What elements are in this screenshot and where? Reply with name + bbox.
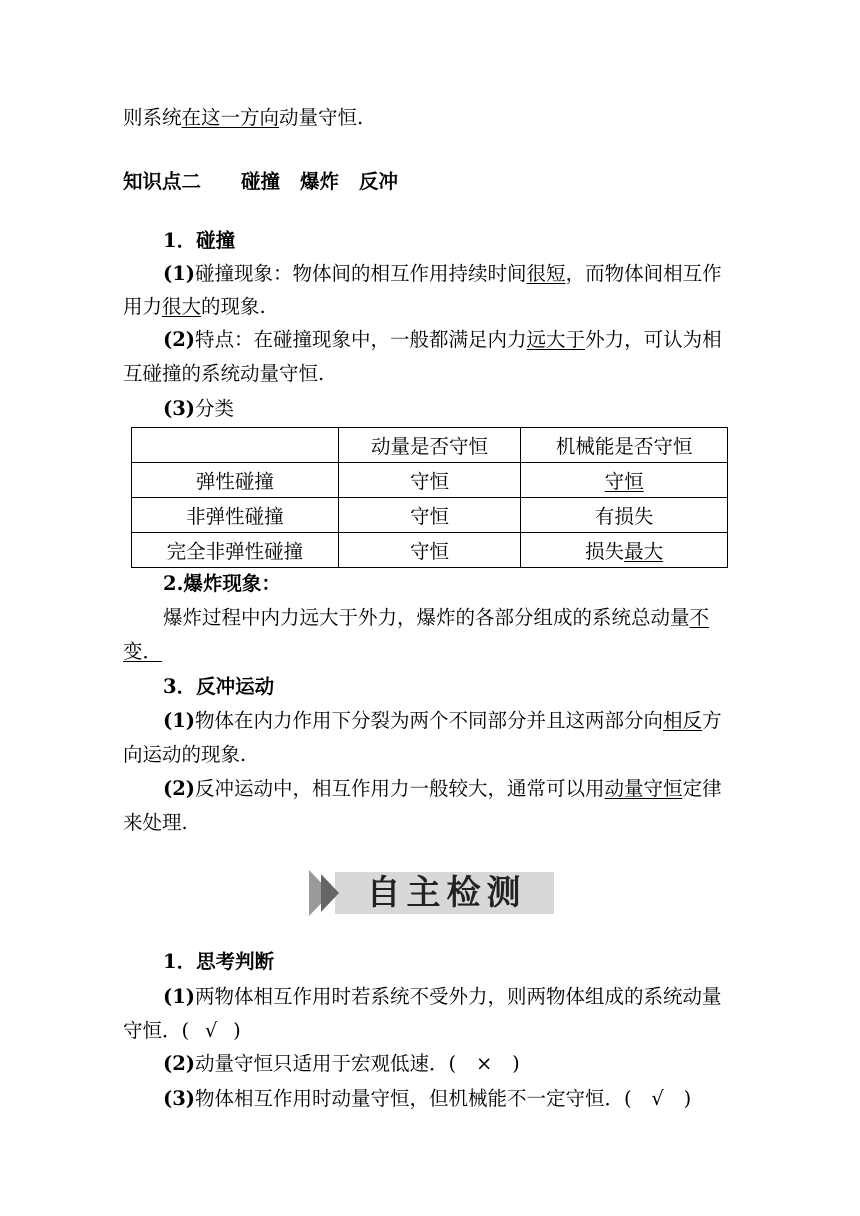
text: 两物体相互作用时若系统不受外力，则两物体组成的系统动量 [195,985,722,1008]
underlined-answer: 很短 [526,262,566,285]
text: 用力 [123,295,163,318]
heading-recoil: 3．反冲运动 [163,675,275,698]
underlined-answer: 不 [689,606,710,629]
text: 有损失 [594,505,654,528]
collision-classification-table [131,427,728,568]
table-cell [521,533,728,568]
question-2 [163,1050,520,1078]
text: 守恒．( [123,1019,190,1042]
banner-arrow-icon [321,874,339,912]
text: 特点：在碰撞现象中，一般都满足内力 [195,328,527,351]
paragraph-classification [163,395,234,423]
answer-mark: √ [204,1019,218,1042]
banner-title: 自主检测 [366,873,527,913]
section-topic: 反冲 [359,170,399,193]
table-row [132,463,728,498]
table-row [132,533,728,568]
paragraph-collision-phenomenon-cont [123,293,266,321]
table-header-cell [132,428,339,463]
question-1 [163,983,722,1011]
text: 碰撞现象：物体间的相互作用持续时间 [195,262,527,285]
item-number: (2) [163,328,196,351]
text: 的现象. [201,295,266,318]
text: ) [683,1087,692,1110]
text: 爆炸过程中内力远大于外力，爆炸的各部分组成的系统总动量 [163,606,690,629]
underlined-answer: 守恒 [604,470,644,493]
table-cell: 守恒 [338,463,521,498]
text: 反冲运动中，相互作用力一般较大，通常可以用 [195,777,605,800]
table-cell: 非弹性碰撞 [132,498,339,533]
self-check-banner [309,870,554,916]
heading-explosion: 2.爆炸现象： [163,572,281,595]
text: 外力，可认为相 [585,328,722,351]
text: 分类 [195,397,235,420]
underlined-answer: 很大 [162,295,202,318]
item-number: (2) [163,777,196,800]
table-cell: 弹性碰撞 [132,463,339,498]
heading-judgement: 1．思考判断 [163,950,275,973]
text: 损失 [585,540,625,563]
section-title [123,168,398,196]
table-header-cell: 机械能是否守恒 [521,428,728,463]
text: 动量守恒只适用于宏观低速．( [195,1052,457,1075]
text: ) [233,1019,241,1042]
underlined-answer: 在这一方向 [181,106,280,129]
paragraph-collision-phenomenon [163,260,722,288]
table-header-cell: 动量是否守恒 [338,428,521,463]
table-cell: 完全非弹性碰撞 [132,533,339,568]
text: 物体相互作用时动量守恒，但机械能不一定守恒．( [195,1087,632,1110]
item-number: (3) [163,1087,196,1110]
underlined-answer: 变． [123,640,163,663]
table-cell [521,498,728,533]
text: 物体在内力作用下分裂为两个不同部分并且这两部分向 [195,709,664,732]
item-number: (1) [163,262,196,285]
table-header-row [132,428,728,463]
paragraph-recoil-definition [163,707,722,735]
text: 方 [702,709,722,732]
question-3 [163,1085,691,1113]
paragraph-collision-feature-cont: 互碰撞的系统动量守恒. [123,362,325,385]
table-row [132,498,728,533]
item-number: (1) [163,709,196,732]
paragraph-conservation-direction [123,104,363,132]
item-number: (1) [163,985,196,1008]
underlined-answer: 远大于 [526,328,586,351]
item-number: (3) [163,397,196,420]
paragraph-recoil-method-cont: 来处理. [123,811,188,834]
answer-mark: × [475,1052,493,1075]
item-number: (2) [163,1052,196,1075]
text: ，而物体间相互作 [565,262,722,285]
table-cell: 守恒 [338,533,521,568]
paragraph-recoil-definition-cont: 向运动的现象. [123,743,247,766]
underlined-answer: 相反 [663,709,703,732]
underlined-answer: 最大 [624,540,664,563]
section-label: 知识点二 [123,170,202,193]
paragraph-recoil-method [163,775,722,803]
underlined-answer: 动量守恒 [604,777,683,800]
paragraph-collision-feature [163,326,722,354]
text: ) [512,1052,520,1075]
section-topic: 爆炸 [300,170,340,193]
question-1-cont [123,1017,241,1045]
paragraph-explosion-cont [123,638,162,666]
section-topic: 碰撞 [241,170,281,193]
table-cell [521,463,728,498]
text: 定律 [682,777,722,800]
heading-collision: 1．碰撞 [163,229,236,252]
paragraph-explosion [163,604,709,632]
table-cell: 守恒 [338,498,521,533]
text: 则系统 [123,106,182,129]
answer-mark: √ [651,1087,664,1110]
text: 动量守恒. [279,106,364,129]
